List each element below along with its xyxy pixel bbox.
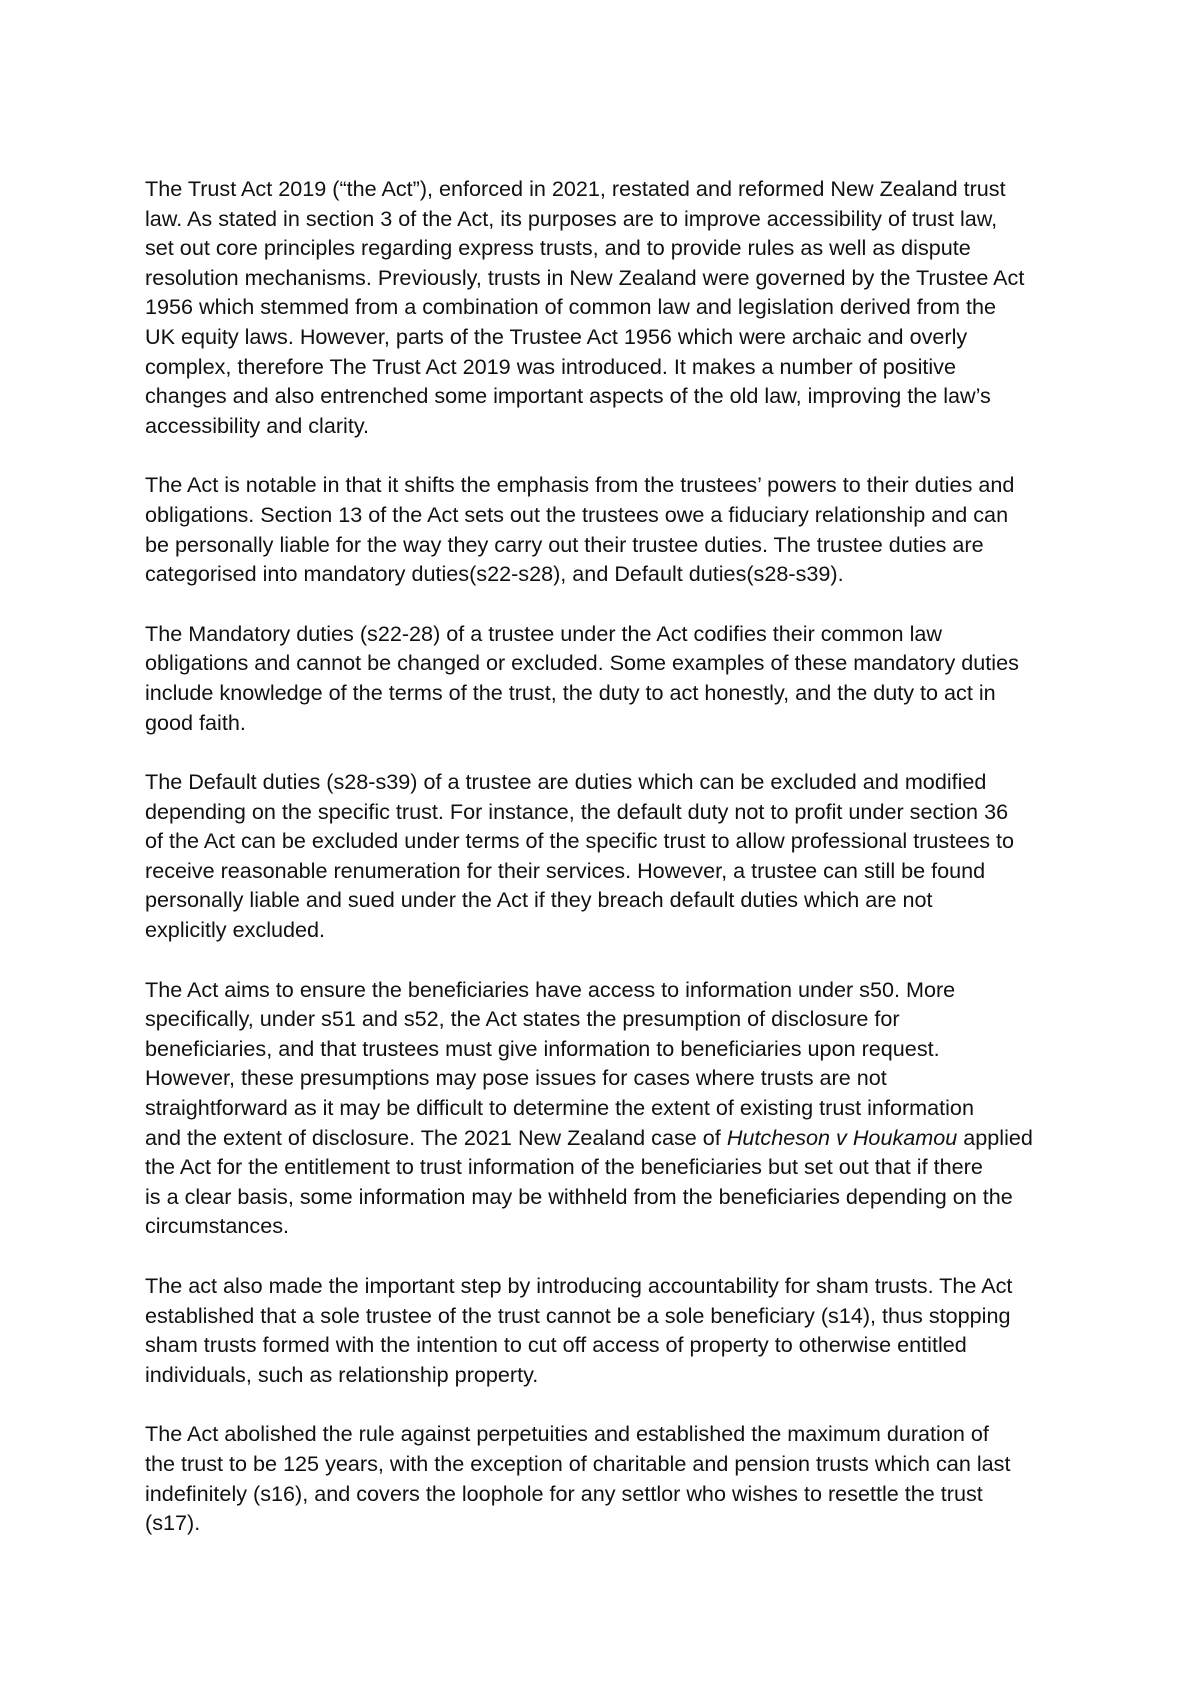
text-line: complex, therefore The Trust Act 2019 was introduced. It makes a number of positive	[145, 353, 956, 379]
text-line-with-case	[145, 1123, 1075, 1153]
paragraph-information-access	[145, 975, 1075, 1241]
paragraph-introduction	[145, 174, 1075, 440]
text-line: obligations. Section 13 of the Act sets out the trustees owe a fiduciary relationship and can	[145, 501, 1009, 527]
text-line: However, these presumptions may pose issues for cases where trusts are not	[145, 1065, 887, 1091]
text-line: The Trust Act 2019 (“the Act”), enforced in 2021, restated and reformed New Zealand trust	[145, 176, 1006, 201]
paragraph-default-duties	[145, 767, 1075, 945]
text-line: sham trusts formed with the intention to cut off access of property to otherwise entitled	[145, 1332, 967, 1358]
text-line: The Act aims to ensure the beneficiaries have access to information under s50. More	[145, 976, 956, 1002]
text-line: the Act for the entitlement to trust information of the beneficiaries but set out that if there	[145, 1154, 983, 1180]
text-line: categorised into mandatory duties(s22-s28), and Default duties(s28-s39).	[145, 561, 844, 587]
text-line: personally liable and sued under the Act if they breach default duties which are not	[145, 887, 933, 913]
text-line: law. As stated in section 3 of the Act, its purposes are to improve accessibility of trust law,	[145, 205, 998, 231]
text-line: set out core principles regarding express trusts, and to provide rules as well as dispute	[145, 235, 971, 261]
text-line: straightforward as it may be difficult to determine the extent of existing trust information	[145, 1095, 974, 1121]
document-body	[145, 174, 1075, 1568]
case-line-prefix: and the extent of disclosure. The 2021 New Zealand case of	[145, 1124, 727, 1150]
paragraph-trustee-duties	[145, 470, 1075, 588]
text-line: beneficiaries, and that trustees must give information to beneficiaries upon request.	[145, 1035, 940, 1061]
text-line: obligations and cannot be changed or excluded. Some examples of these mandatory duties	[145, 650, 1019, 676]
text-line: of the Act can be excluded under terms of the specific trust to allow professional trustees to	[145, 828, 1015, 854]
text-line: (s17).	[145, 1510, 201, 1536]
text-line: The Act is notable in that it shifts the emphasis from the trustees’ powers to their duties and	[145, 472, 1015, 498]
text-line: be personally liable for the way they carry out their trustee duties. The trustee duties are	[145, 531, 984, 557]
text-line: changes and also entrenched some important aspects of the old law, improving the law’s	[145, 383, 991, 409]
text-line: explicitly excluded.	[145, 917, 326, 943]
text-line: The Default duties (s28-s39) of a trustee are duties which can be excluded and modified	[145, 769, 987, 795]
paragraph-mandatory-duties	[145, 619, 1075, 737]
text-line: 1956 which stemmed from a combination of common law and legislation derived from the	[145, 294, 996, 320]
text-line: established that a sole trustee of the trust cannot be a sole beneficiary (s14), thus stopping	[145, 1302, 1011, 1328]
text-line: indefinitely (s16), and covers the loophole for any settlor who wishes to resettle the trust	[145, 1480, 983, 1506]
case-line-suffix: applied	[957, 1124, 1033, 1150]
text-line: resolution mechanisms. Previously, trusts in New Zealand were governed by the Trustee Act	[145, 264, 1025, 290]
text-line: specifically, under s51 and s52, the Act states the presumption of disclosure for	[145, 1006, 900, 1032]
text-line: include knowledge of the terms of the trust, the duty to act honestly, and the duty to act in	[145, 679, 996, 705]
text-line: the trust to be 125 years, with the exception of charitable and pension trusts which can last	[145, 1450, 1011, 1476]
text-line: The Mandatory duties (s22-28) of a trustee under the Act codifies their common law	[145, 620, 942, 646]
text-line: circumstances.	[145, 1213, 289, 1239]
text-line: is a clear basis, some information may be withheld from the beneficiaries depending on the	[145, 1183, 1013, 1209]
text-line: individuals, such as relationship property.	[145, 1361, 539, 1387]
text-line: receive reasonable renumeration for their services. However, a trustee can still be found	[145, 857, 986, 883]
text-line: good faith.	[145, 709, 246, 735]
paragraph-sham-trusts	[145, 1271, 1075, 1389]
case-name: Hutcheson v Houkamou	[726, 1124, 958, 1150]
text-line: UK equity laws. However, parts of the Trustee Act 1956 which were archaic and overly	[145, 323, 968, 349]
paragraph-perpetuities	[145, 1419, 1075, 1537]
text-line: The Act abolished the rule against perpetuities and established the maximum duration of	[145, 1421, 989, 1447]
text-line: accessibility and clarity.	[145, 412, 370, 438]
text-line: The act also made the important step by introducing accountability for sham trusts. The Act	[145, 1273, 1013, 1298]
text-line: depending on the specific trust. For instance, the default duty not to profit under section 36	[145, 798, 1009, 824]
